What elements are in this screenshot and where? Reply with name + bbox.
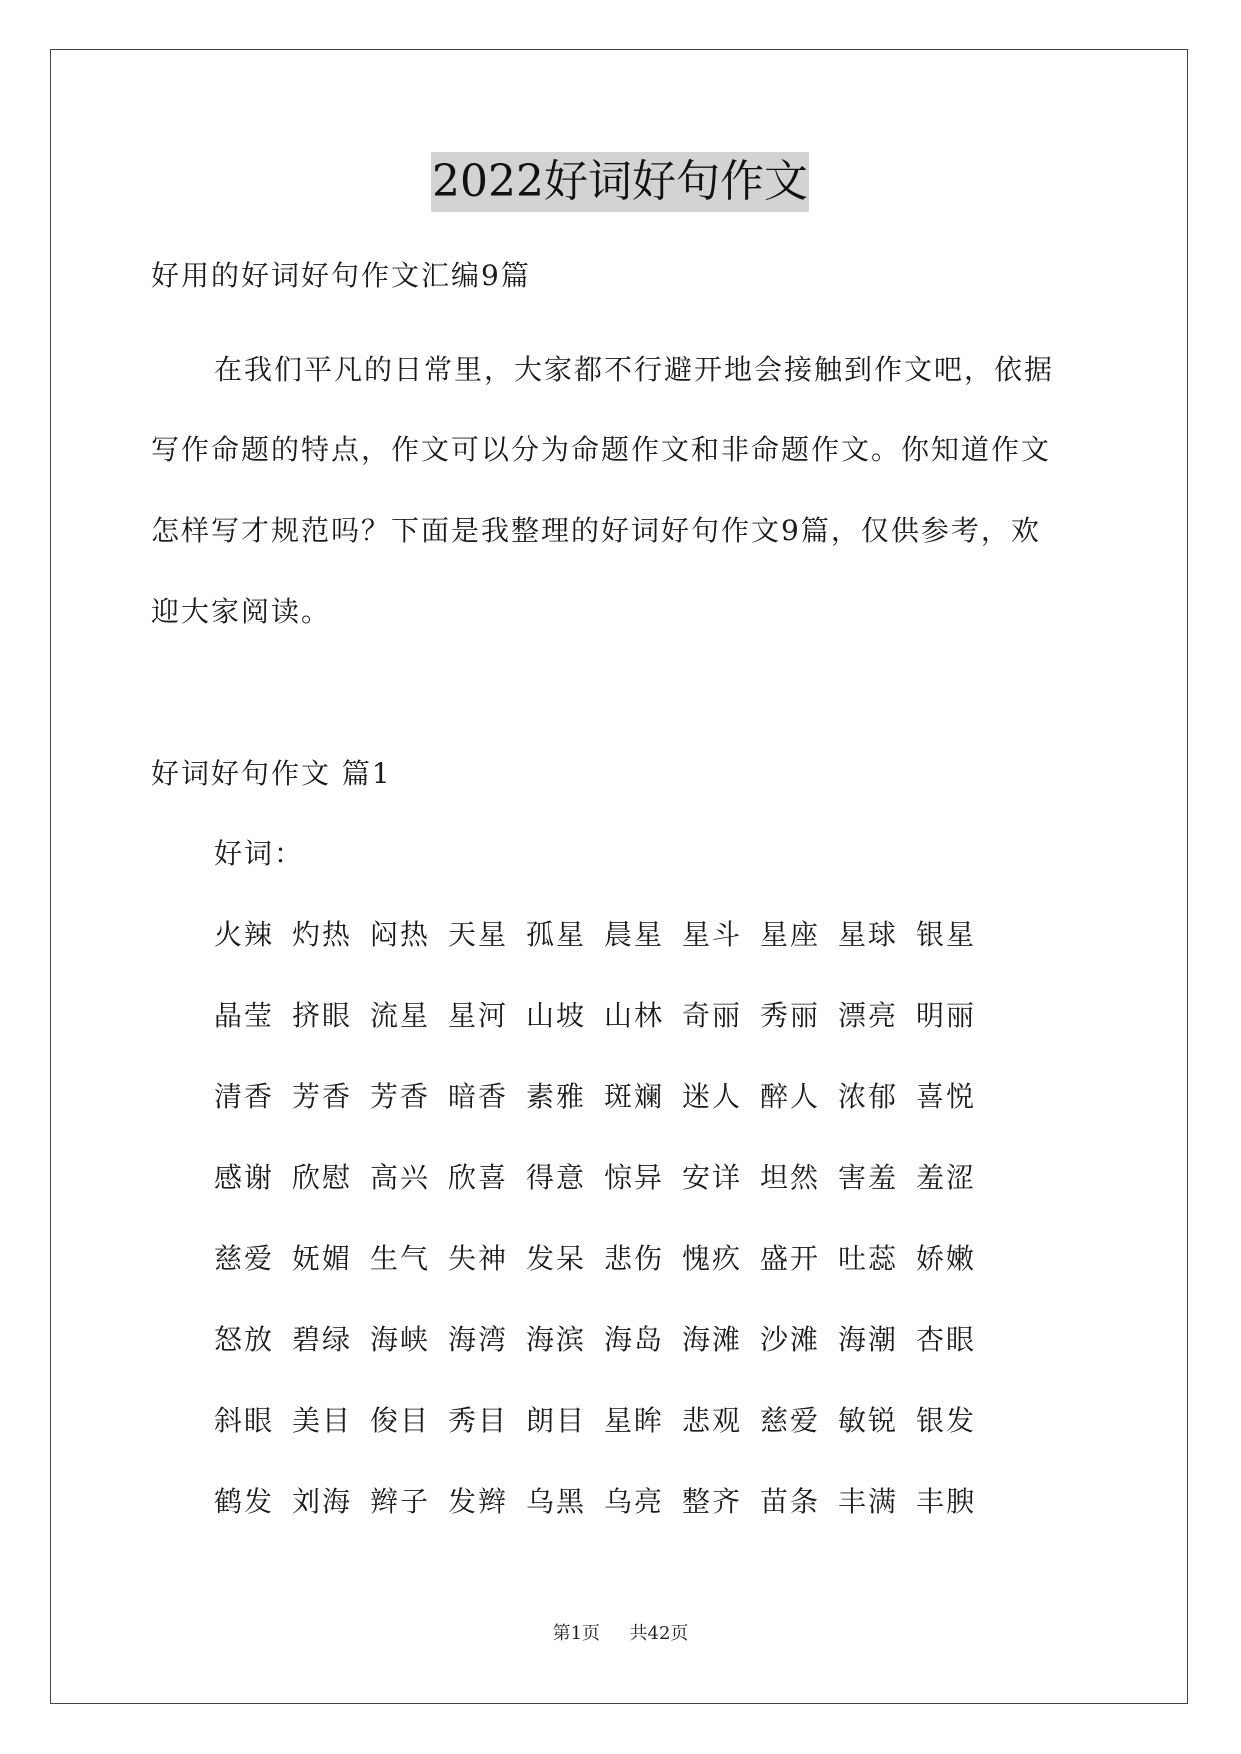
word-item: 海滩 [682,1323,743,1356]
word-item: 怒放 [214,1323,275,1356]
page-total: 共42页 [629,1623,689,1644]
word-item: 海湾 [448,1323,509,1356]
word-item: 星眸 [604,1404,665,1437]
word-item: 发呆 [526,1242,587,1275]
word-item: 美目 [292,1404,353,1437]
word-item: 海峡 [370,1323,431,1356]
word-item: 星座 [760,918,821,951]
word-item: 沙滩 [760,1323,821,1356]
word-item: 晨星 [604,918,665,951]
word-item: 暗香 [448,1080,509,1113]
page-footer [0,1622,1241,1646]
word-item: 刘海 [292,1485,353,1518]
word-item: 喜悦 [916,1080,977,1113]
intro-line-3: 怎样写才规范吗？下面是我整理的好词好句作文9篇，仅供参考，欢 [151,514,1041,547]
word-item: 杏眼 [916,1323,977,1356]
word-item: 得意 [526,1161,587,1194]
word-item: 星斗 [682,918,743,951]
word-item: 秀目 [448,1404,509,1437]
word-item: 朗目 [526,1404,587,1437]
word-item: 安详 [682,1161,743,1194]
word-item: 害羞 [838,1161,899,1194]
word-item: 慈爱 [760,1404,821,1437]
word-item: 迷人 [682,1080,743,1113]
word-item: 清香 [214,1080,275,1113]
word-item: 挤眼 [292,999,353,1032]
word-item: 奇丽 [682,999,743,1032]
page-border [50,49,1188,1704]
word-item: 山坡 [526,999,587,1032]
word-item: 斑斓 [604,1080,665,1113]
word-item: 孤星 [526,918,587,951]
word-item: 山林 [604,999,665,1032]
intro-line-2: 写作命题的特点，作文可以分为命题作文和非命题作文。你知道作文 [151,433,1052,466]
word-item: 天星 [448,918,509,951]
word-item: 芳香 [292,1080,353,1113]
word-item: 失神 [448,1242,509,1275]
word-item: 感谢 [214,1161,275,1194]
word-item: 醉人 [760,1080,821,1113]
word-item: 秀丽 [760,999,821,1032]
document-title: 2022好词好句作文 [431,152,809,212]
page-number: 第1页 [552,1623,601,1644]
word-item: 海潮 [838,1323,899,1356]
word-item: 晶莹 [214,999,275,1032]
word-item: 妩媚 [292,1242,353,1275]
word-item: 悲伤 [604,1242,665,1275]
word-item: 鹤发 [214,1485,275,1518]
word-item: 羞涩 [916,1161,977,1194]
word-item: 坦然 [760,1161,821,1194]
word-item: 碧绿 [292,1323,353,1356]
word-item: 明丽 [916,999,977,1032]
word-item: 乌黑 [526,1485,587,1518]
word-item: 高兴 [370,1161,431,1194]
section-heading: 好词好句作文 篇1 [151,757,392,790]
word-item: 斜眼 [214,1404,275,1437]
word-item: 欣喜 [448,1161,509,1194]
word-item: 惊异 [604,1161,665,1194]
word-item: 素雅 [526,1080,587,1113]
word-item: 慈爱 [214,1242,275,1275]
word-item: 敏锐 [838,1404,899,1437]
word-item: 整齐 [682,1485,743,1518]
word-item: 海滨 [526,1323,587,1356]
word-item: 娇嫩 [916,1242,977,1275]
word-item: 辫子 [370,1485,431,1518]
word-item: 海岛 [604,1323,665,1356]
word-item: 星河 [448,999,509,1032]
word-item: 吐蕊 [838,1242,899,1275]
word-item: 闷热 [370,918,431,951]
intro-line-1: 在我们平凡的日常里，大家都不行避开地会接触到作文吧，依据 [214,353,1055,386]
word-item: 发辫 [448,1485,509,1518]
words-label: 好词： [214,837,305,870]
word-item: 灼热 [292,918,353,951]
word-item: 银发 [916,1404,977,1437]
word-item: 丰满 [838,1485,899,1518]
document-subtitle: 好用的好词好句作文汇编9篇 [151,259,531,292]
word-item: 欣慰 [292,1161,353,1194]
word-item: 生气 [370,1242,431,1275]
word-item: 丰腴 [916,1485,977,1518]
word-item: 愧疚 [682,1242,743,1275]
word-item: 火辣 [214,918,275,951]
word-item: 乌亮 [604,1485,665,1518]
word-item: 俊目 [370,1404,431,1437]
word-item: 浓郁 [838,1080,899,1113]
word-item: 星球 [838,918,899,951]
word-item: 流星 [370,999,431,1032]
word-item: 悲观 [682,1404,743,1437]
word-item: 芳香 [370,1080,431,1113]
intro-line-4: 迎大家阅读。 [151,595,332,628]
word-item: 漂亮 [838,999,899,1032]
word-item: 苗条 [760,1485,821,1518]
word-item: 银星 [916,918,977,951]
word-item: 盛开 [760,1242,821,1275]
